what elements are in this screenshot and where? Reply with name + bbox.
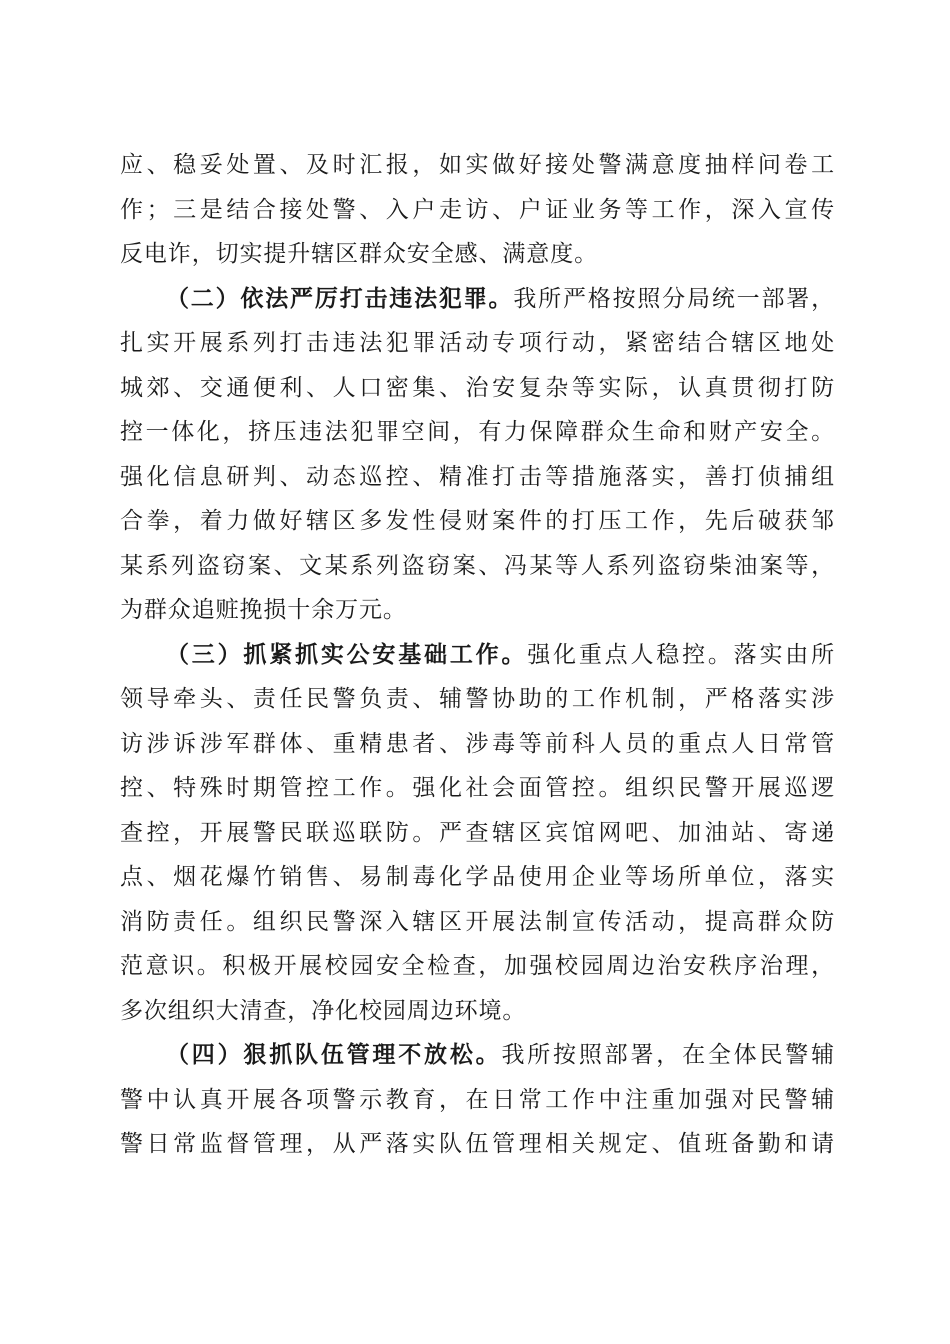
text-line — [120, 1033, 835, 1078]
text-line: 查控，开展警民联巡联防。严查辖区宾馆网吧、加油站、寄递 — [120, 819, 835, 846]
text-line: 扎实开展系列打击违法犯罪活动专项行动，紧密结合辖区地处 — [120, 330, 835, 356]
text-line: 控、特殊时期管控工作。强化社会面管控。组织民警开展巡逻 — [120, 775, 835, 801]
text-line: 多次组织大清查，净化校园周边环境。 — [120, 997, 527, 1024]
text-line: 领导牵头、责任民警负责、辅警协助的工作机制，严格落实涉 — [120, 686, 835, 712]
paragraph-foundation-work — [120, 633, 835, 1034]
text-line: 反电诈，切实提升辖区群众安全感、满意度。 — [120, 241, 598, 267]
section-heading: （二）依法严厉打击违法犯罪。 — [166, 284, 514, 312]
paragraph-crackdown — [120, 277, 835, 633]
section-heading: （三）抓紧抓实公安基础工作。 — [166, 640, 528, 668]
text-line: 城郊、交通便利、人口密集、治安复杂等实际，认真贯彻打防 — [120, 374, 835, 401]
text-line — [120, 277, 835, 322]
section-heading: （四）狠抓队伍管理不放松。 — [166, 1041, 502, 1068]
text-line: 范意识。积极开展校园安全检查，加强校园周边治安秩序治理， — [120, 953, 835, 979]
text-run: 强化重点人稳控。落实由所 — [527, 641, 835, 668]
text-line: 警日常监督管理，从严落实队伍管理相关规定、值班备勤和请 — [120, 1131, 835, 1157]
text-run: 我所严格按照分局统一部署， — [513, 285, 835, 312]
paragraph-team-management — [120, 1033, 835, 1167]
text-line: 某系列盗窃案、文某系列盗窃案、冯某等人系列盗窃柴油案等， — [120, 552, 835, 579]
text-line: 消防责任。组织民警深入辖区开展法制宣传活动，提高群众防 — [120, 908, 835, 935]
text-line: 强化信息研判、动态巡控、精准打击等措施落实，善打侦捕组 — [120, 463, 835, 490]
text-line: 访涉诉涉军群体、重精患者、涉毒等前科人员的重点人日常管 — [120, 730, 835, 757]
text-run: 我所按照部署，在全体民警辅 — [501, 1042, 835, 1068]
document-body — [120, 143, 835, 1167]
text-line: 点、烟花爆竹销售、易制毒化学品使用企业等场所单位，落实 — [120, 864, 835, 890]
text-line: 警中认真开展各项警示教育，在日常工作中注重加强对民警辅 — [120, 1086, 835, 1113]
text-line — [120, 633, 835, 678]
paragraph-continuation — [120, 143, 835, 277]
text-line: 作；三是结合接处警、入户走访、户证业务等工作，深入宣传 — [120, 196, 835, 223]
text-line: 应、稳妥处置、及时汇报，如实做好接处警满意度抽样问卷工 — [120, 152, 835, 178]
text-line: 为群众追赃挽损十余万元。 — [120, 597, 407, 623]
text-line: 合拳，着力做好辖区多发性侵财案件的打压工作，先后破获邹 — [120, 508, 835, 534]
text-line: 控一体化，挤压违法犯罪空间，有力保障群众生命和财产安全。 — [120, 419, 835, 445]
